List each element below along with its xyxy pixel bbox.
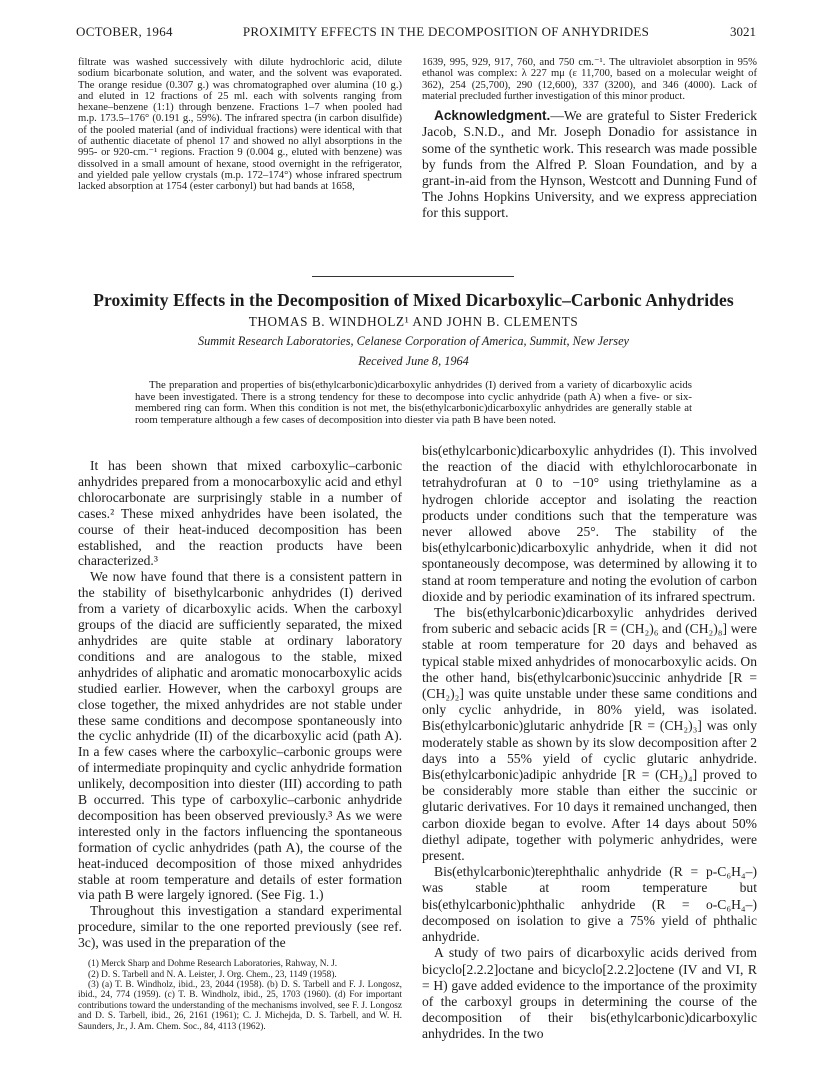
footnotes xyxy=(78,959,402,1032)
body-paragraph: We now have found that there is a consistent pattern in the stability of bisethylcarbonic anhydrides (I) derived from a variety of dicarboxylic acids. When the carboxyl groups of the diacid are sufficiently separated, the mixed anhydrides are quite stable at ordinary laboratory conditions and are analogous to the stable, mixed anhydrides of aliphatic and aromatic monocarboxylic acids studied earlier. However, when the carboxyl groups are close together, the mixed anhydrides are not stable under these same conditions and decompose spontaneously into the cyclic anhydride (II) of the dicarboxylic acid (path A). In a few cases where the carboxylic–carbonic groups were of intermediate propinquity and cyclic anhydride formation unlikely, decomposition into diester (III) according to path B occurred. This type of carboxylic–carbonic anhydride decomposition has been observed previously.³ As we were interested only in the factors influencing the spontaneous formation of cyclic anhydrides (path A), the course of the heat-induced decomposition of those mixed anhydrides stable at room temperature and details of ester formation via path B were largely ignored. (See Fig. 1.) xyxy=(78,569,402,903)
body-paragraph: It has been shown that mixed carboxylic–carbonic anhydrides prepared from a monocarboxylic acid and ethyl chlorocarbonate are surprisingly stable in a number of cases.² These mixed anhydrides have been isolated, the course of their heat-induced decomposition has been established, and the reaction products have been characterized.³ xyxy=(78,458,402,569)
received-date: Received June 8, 1964 xyxy=(358,354,469,368)
body-paragraph: Throughout this investigation a standard experimental procedure, similar to the one reported previously (see ref. 3c), was used in the preparation of the xyxy=(78,903,402,951)
footnote: (3) (a) T. B. Windholz, ibid., 23, 2044 (1958). (b) D. S. Tarbell and F. J. Longosz, ibid., 24, 774 (1959). (c) T. B. Windholz, ibid., 25, 1703 (1960). (d) For important contributions toward the understanding of the mechanisms involved, see F. J. Longosz and D. S. Tarbell, ibid., 26, 2161 (1961); C. J. Michejda, D. S. Tarbell, and W. H. Saunders, Jr., J. Am. Chem. Soc., 84, 4113 (1962). xyxy=(78,979,402,1032)
footnote: (2) D. S. Tarbell and N. A. Leister, J. Org. Chem., 23, 1149 (1958). xyxy=(88,969,337,980)
page-number: 3021 xyxy=(730,24,756,39)
header-title: PROXIMITY EFFECTS IN THE DECOMPOSITION OF ANHYDRIDES xyxy=(242,24,650,39)
article-authors: THOMAS B. WINDHOLZ¹ AND JOHN B. CLEMENTS xyxy=(248,314,579,329)
top-right-column xyxy=(422,57,757,222)
acknowledgment-label: Acknowledgment. xyxy=(434,108,551,124)
body-paragraph: Bis(ethylcarbonic)terephthalic anhydride (R = p-C₆H₄–) was stable at room temperature but bis(ethylcarbonic)phthalic anhydride (R = o-C₆H₄–) decomposed on isolation to give a 75% yield of phthalic anhydride. xyxy=(422,864,757,945)
header-date: OCTOBER, 1964 xyxy=(76,24,173,39)
top-left-column xyxy=(78,57,402,193)
body-paragraph: The bis(ethylcarbonic)dicarboxylic anhydrides derived from suberic and sebacic acids [R = (CH₂)₆ and (CH₂)₈] were stable at room temperature for 20 days and behaved as typical stable mixed anhydrides of monocarboxylic acids. On the other hand, bis(ethylcarbonic)succinic anhydride [R = (CH₂)₂] was quite unstable under these same conditions and only cyclic anhydride, in 80% yield, was isolated. Bis(ethylcarbonic)glutaric anhydride [R = (CH₂)₃] was only moderately stable as shown by its slow decomposition after 2 days into a 55% yield of cyclic glutaric anhydride. Bis(ethylcarbonic)adipic anhydride [R = (CH₂)₄] proved to be considerably more stable than either the succinic or glutaric derivatives. For 10 days it remained unchanged, then carbon dioxide began to evolve. After 14 days about 50% diethyl adipate, together with polymeric anhydrides, were present. xyxy=(422,605,757,864)
spectral-continuation: 1639, 995, 929, 917, 760, and 750 cm.⁻¹. The ultraviolet absorption in 95% ethanol was complex: λ 227 mμ (ε 11,700, based on a molecular weight of 362), 254 (25,700), 290 (12,600), 337 (3200), and 346 (4000). Lack of material precluded further investigation of this minor product. xyxy=(422,57,757,102)
body-paragraph: A study of two pairs of dicarboxylic acids derived from bicyclo[2.2.2]octane and bicyclo[2.2.2]octene (IV and VI, R = H) gave added evidence to the importance of the proximity of the carboxyl groups in determining the course of the decomposition of their bis(ethylcarbonic)dicarboxylic anhydrides. In the two xyxy=(422,945,757,1042)
abstract: The preparation and properties of bis(ethylcarbonic)dicarboxylic anhydrides (I) derived from a variety of dicarboxylic acids have been investigated. There is a strong tendency for these to decompose into cyclic anhydride (path A) when a five- or six-membered ring can form. When this condition is not met, the bis(ethylcarbonic)dicarboxylic anhydrides are generally stable at room temperature although a few cases of decomposition into diester via path B have been noted. xyxy=(135,379,692,426)
body-paragraph: bis(ethylcarbonic)dicarboxylic anhydrides (I). This involved the reaction of the diacid with ethylchlorocarbonate in tetrahydrofuran at 0 to −10° using triethylamine as a hydrogen chloride acceptor and isolating the reaction products under conditions such that the temperature was never allowed above 25°. The stability of the bis(ethylcarbonic)dicarboxylic anhydride, when it did not spontaneously decompose, was determined by allowing it to stand at room temperature and noting the evolution of carbon dioxide and by periodic examination of its infrared spectrum. xyxy=(422,443,757,604)
body-left-column xyxy=(78,458,402,1032)
footnote: (1) Merck Sharp and Dohme Research Laboratories, Rahway, N. J. xyxy=(88,959,338,970)
acknowledgment xyxy=(422,108,757,221)
acknowledgment-text: —We are grateful to Sister Frederick Jacob, S.N.D., and Mr. Joseph Donadio for assistance in some of the synthetic work. This research was made possible by funds from the Alfred P. Sloan Foundation, and by a grant-in-aid from the Hynson, Westcott and Dunning Fund of The Johns Hopkins University, and we express appreciation for this support. xyxy=(422,108,757,221)
experimental-continuation: filtrate was washed successively with dilute hydrochloric acid, dilute sodium bicarbonate solution, and water, and the solvent was evaporated. The orange residue (0.307 g.) was chromatographed over alumina (10 g.) and eluted in 12 fractions of 25 ml. each with solvents ranging from hexane–benzene (1:1) through benzene. Fractions 1–7 when pooled had m.p. 173.5–176° (0.191 g., 59%). The infrared spectra (in carbon disulfide) of the pooled material (and of individual fractions) were identical with that of authentic diacetate of phenol 17 and showed no allyl absorptions in the 995- or 920-cm.⁻¹ regions. Fraction 9 (0.004 g., eluted with benzene) was dissolved in a small amount of hexane, stood overnight in the refrigerator, and yielded pale yellow crystals (m.p. 172–174°) whose infrared spectrum lacked absorption at 1754 (ester carbonyl) but had bands at 1658, xyxy=(78,57,402,193)
section-divider xyxy=(312,276,514,277)
body-right-column xyxy=(422,443,757,1043)
running-header xyxy=(76,24,756,44)
article-institution: Summit Research Laboratories, Celanese Corporation of America, Summit, New Jersey xyxy=(197,334,630,348)
article-title: Proximity Effects in the Decomposition of Mixed Dicarboxylic–Carbonic Anhydrides xyxy=(93,290,734,310)
